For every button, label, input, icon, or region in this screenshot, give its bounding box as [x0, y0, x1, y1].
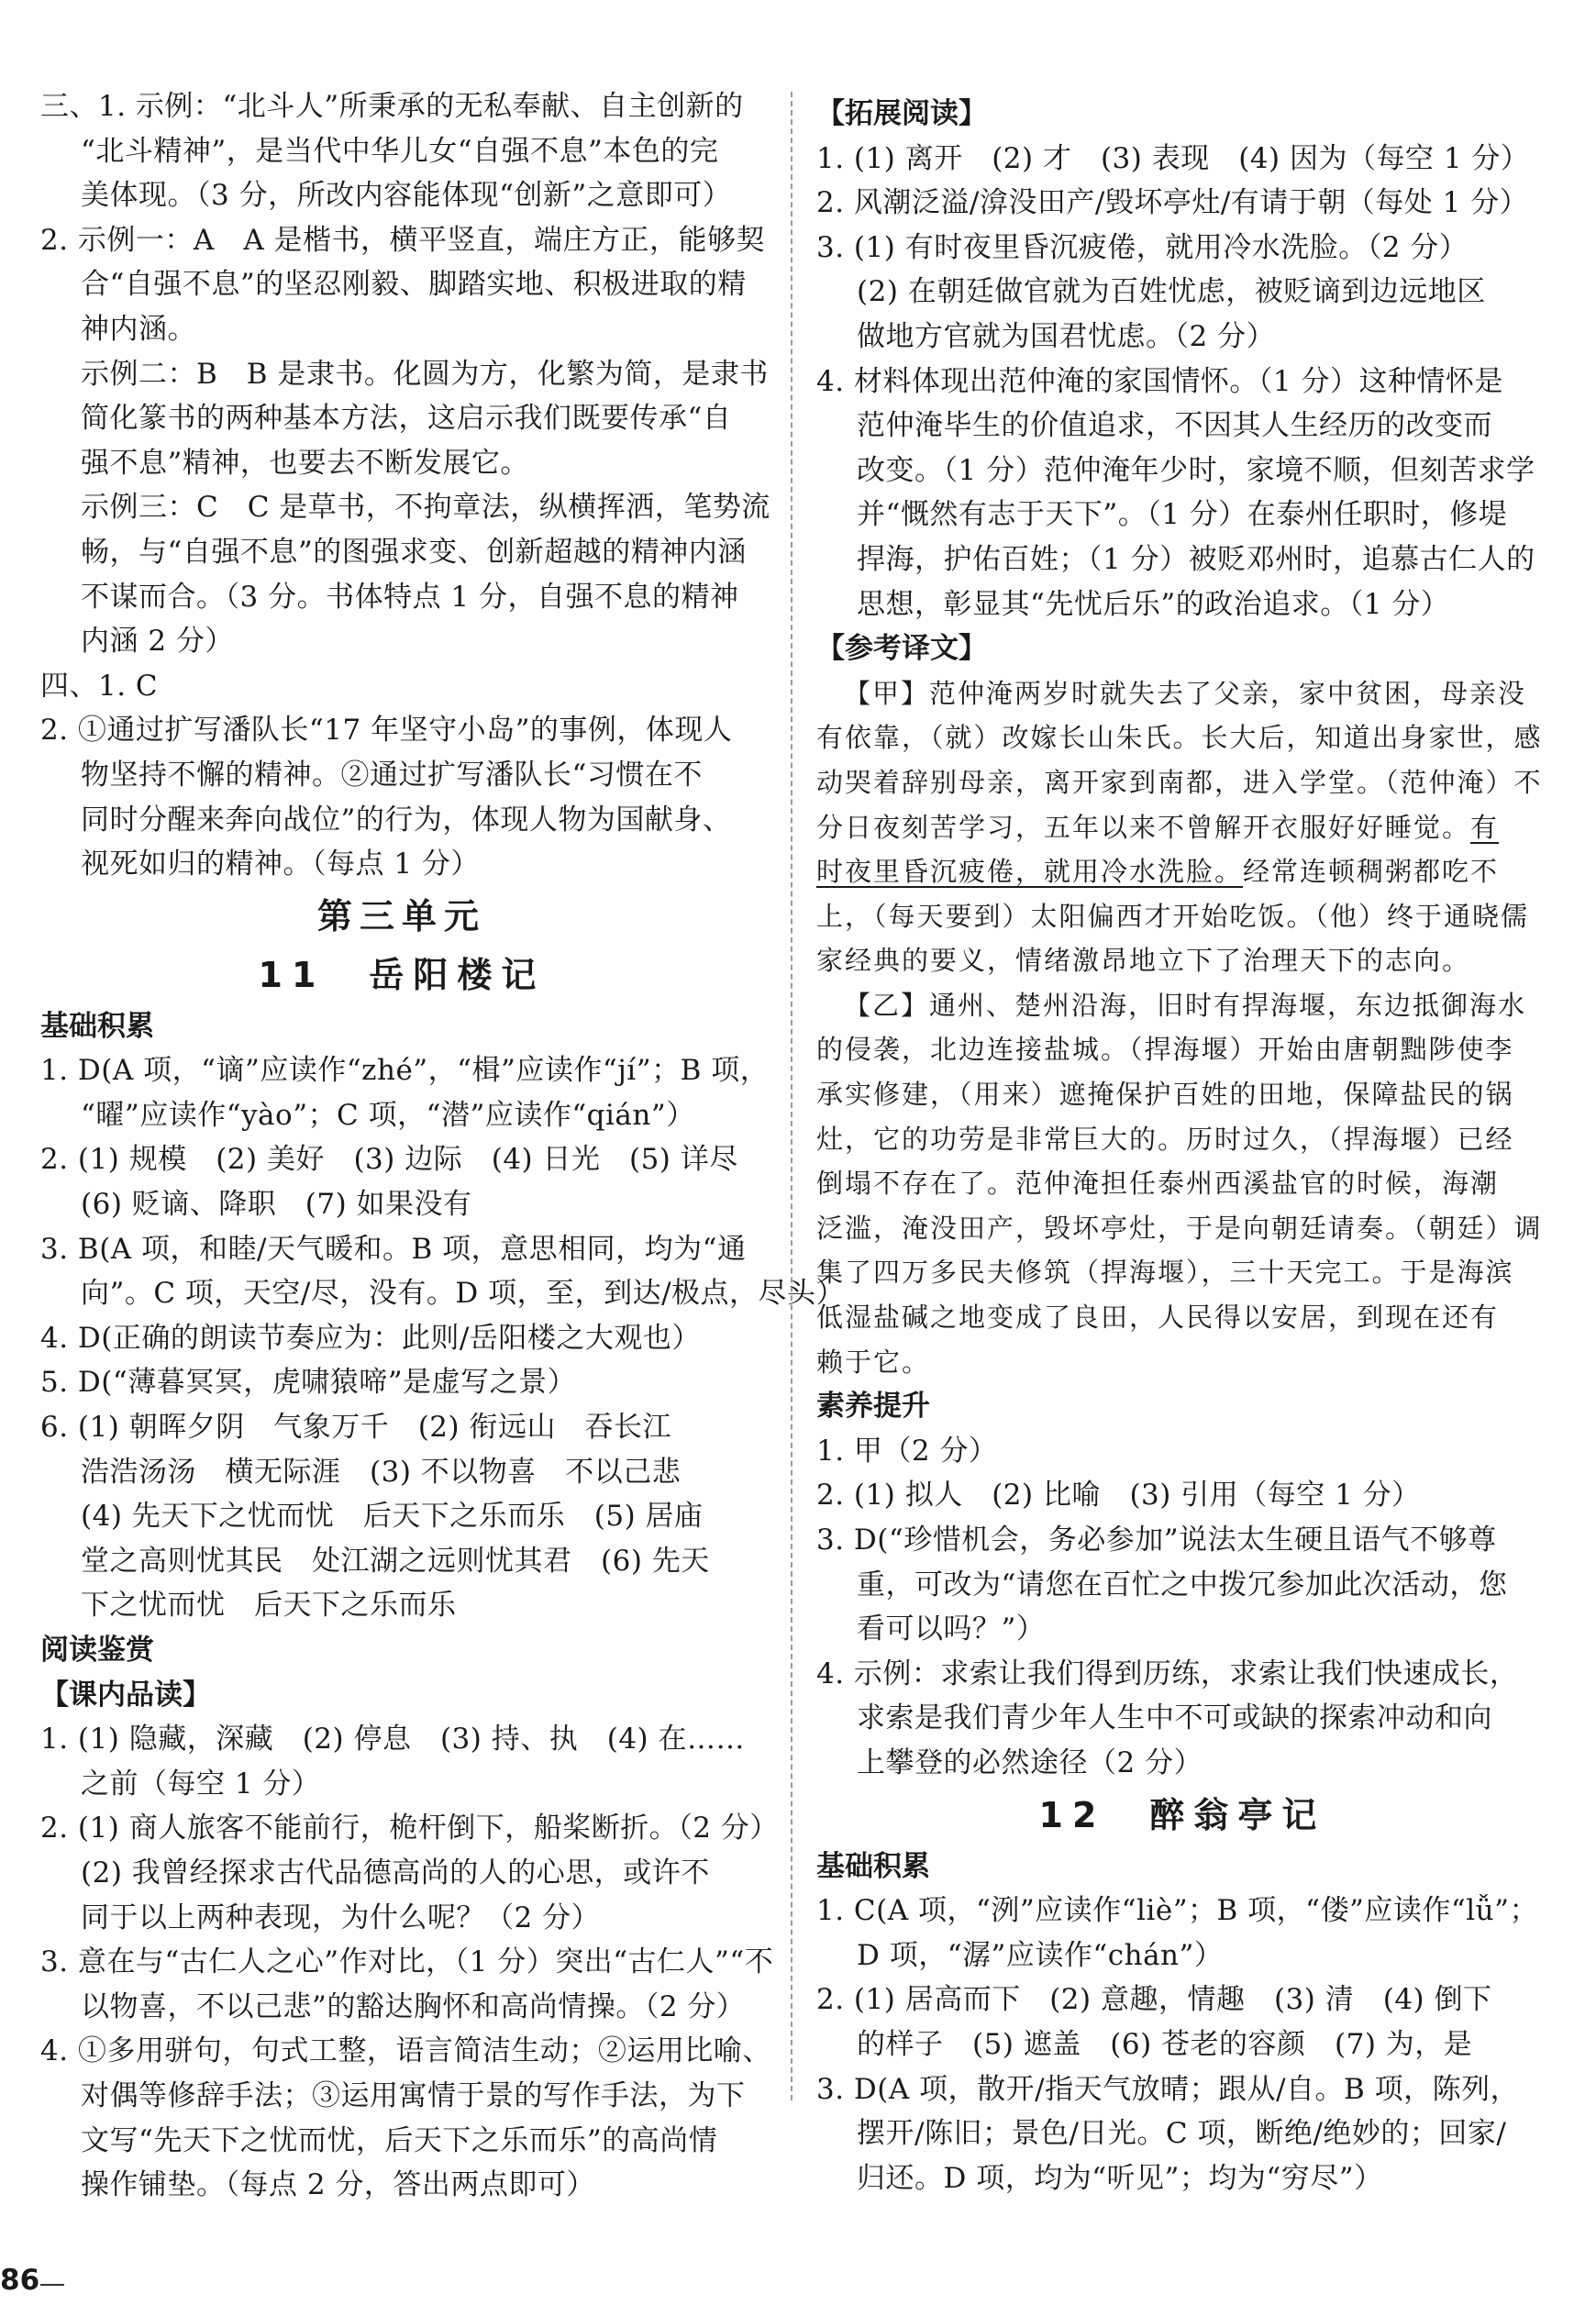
answer-line: 2. (1) 商人旅客不能前行，桅杆倒下，船桨断折。（2 分） [40, 1812, 779, 1845]
translation-line [816, 849, 1548, 894]
answer-line: 1. (1) 离开 (2) 才 (3) 表现 (4) 因为（每空 1 分） [816, 141, 1530, 175]
answer-line: 摆开/陈旧；景色/日光。C 项，断绝/绝妙的；回家/ [857, 2117, 1507, 2151]
answer-line: 神内涵。 [81, 312, 196, 346]
answer-line: 1. (1) 隐藏，深藏 (2) 停息 (3) 持、执 (4) 在…… [40, 1723, 745, 1756]
translation-line: 【甲】范仲淹两岁时就失去了父亲，家中贫困，母亲没 [844, 677, 1527, 709]
answer-line: (6) 贬谪、降职 (7) 如果没有 [81, 1188, 472, 1222]
answer-line: (2) 在朝廷做官就为百姓忧虑，被贬谪到边远地区 [857, 275, 1486, 309]
answer-line: “北斗精神”，是当代中华儿女“自强不息”本色的完 [81, 134, 719, 168]
underlined-text: 有 [1470, 811, 1500, 843]
translation-line: 灶，它的功劳是非常巨大的。历时过久，（捍海堰）已经 [816, 1123, 1514, 1155]
lesson-title: 12 醉翁亭记 [1038, 1794, 1326, 1835]
answer-line: 3. D(A 项，散开/指天气放晴；跟从/自。B 项，陈列， [816, 2072, 1520, 2106]
translation-line: 泛滥，淹没田产，毁坏亭灶，于是向朝廷请奏。（朝廷）调 [816, 1212, 1543, 1244]
answer-line: 简化篆书的两种基本方法，这启示我们既要传承“自 [81, 402, 732, 436]
column-divider [791, 92, 792, 2100]
answer-line: 向”。C 项，天空/尽，没有。D 项，至，到达/极点，尽头） [81, 1277, 846, 1311]
answer-line: 归还。D 项，均为“听见”；均为“穷尽”） [857, 2161, 1383, 2195]
answer-line: (2) 我曾经探求古代品德高尚的人的心思，或许不 [81, 1856, 710, 1889]
answer-line: 捍海，护佑百姓；（1 分）被贬邓州时，追慕古仁人的 [857, 542, 1535, 576]
answer-line: 下之忧而忧 后天下之乐而乐 [81, 1589, 457, 1623]
answer-line: 1. D(A 项，“谪”应读作“zhé”，“楫”应读作“jí”；B 项， [40, 1054, 770, 1088]
answer-line: 3. D(“珍惜机会，务必参加”说法太生硬且语气不够尊 [816, 1524, 1497, 1557]
answer-line: 同时分醒来奔向战位”的行为，体现人物为国献身、 [81, 803, 732, 837]
translation-text: 分日夜刻苦学习，五年以来不曾解开衣服好好睡觉。 [816, 811, 1471, 843]
answer-line: 5. D(“薄暮冥冥，虎啸猿啼”是虚写之景） [40, 1366, 577, 1400]
translation-line: 上，（每天要到）太阳偏西才开始吃饭。（他）终于通晓儒 [816, 900, 1530, 932]
subsection-heading: 【参考译文】 [816, 632, 987, 666]
answer-line: 3. B(A 项，和睦/天气暖和。B 项，意思相同，均为“通 [40, 1232, 747, 1266]
answer-line: 1. 甲（2 分） [816, 1434, 998, 1468]
left-column [40, 84, 846, 2208]
answer-line: 2. (1) 居高而下 (2) 意趣，情趣 (3) 清 (4) 倒下 [816, 1983, 1492, 2017]
translation-line: 集了四万多民夫修筑（捍海堰），三十天完工。于是海滨 [816, 1257, 1514, 1289]
translation-line: 倒塌不存在了。范仲淹担任泰州西溪盐官的时候，海潮 [816, 1168, 1500, 1200]
section-heading: 基础积累 [40, 1009, 154, 1043]
answer-line: 同于以上两种表现，为什么呢？（2 分） [81, 1901, 601, 1934]
translation-line: 的侵袭，北边连接盐城。（捍海堰）开始由唐朝黜陟使李 [816, 1034, 1514, 1066]
answer-line: 改变。（1 分）范仲淹年少时，家境不顺，但刻苦求学 [857, 453, 1535, 487]
section-heading: 阅读鉴赏 [40, 1634, 154, 1667]
answer-line: 思想，彰显其“先忧后乐”的政治追求。（1 分） [857, 587, 1450, 621]
answer-line: 2. ①通过扩写潘队长“17 年坚守小岛”的事例，体现人 [40, 714, 733, 748]
translation-line: 【乙】通州、楚州沿海，旧时有捍海堰，东边抵御海水 [844, 989, 1527, 1021]
answer-line: 并“慨然有志于天下”。（1 分）在泰州任职时，修堤 [857, 498, 1508, 532]
answer-line: 内涵 2 分） [81, 625, 234, 659]
answer-line: 物坚持不懈的精神。②通过扩写潘队长“习惯在不 [81, 758, 703, 792]
answer-line: 2. (1) 拟人 (2) 比喻 (3) 引用（每空 1 分） [816, 1479, 1421, 1513]
answer-line: 重，可改为“请您在百忙之中拨冗参加此次活动，您 [857, 1568, 1508, 1601]
answer-line: 美体现。（3 分，所改内容能体现“创新”之意即可） [81, 179, 732, 213]
answer-line: 之前（每空 1 分） [81, 1767, 321, 1801]
answer-line: 上攀登的必然途径（2 分） [857, 1745, 1203, 1779]
answer-line: 四、1. C [40, 669, 159, 703]
answer-line: 4. D(正确的朗读节奏应为：此则/岳阳楼之大观也） [40, 1321, 701, 1355]
translation-line [816, 805, 1548, 850]
translation-line: 低湿盐碱之地变成了良田，人民得以安居，到现在还有 [816, 1302, 1500, 1334]
unit-title: 第三单元 [316, 895, 486, 936]
page-number: 86 [0, 2264, 40, 2297]
answer-line: 看可以吗？”） [857, 1612, 1046, 1646]
answer-line: 强不息”精神，也要去不断发展它。 [81, 446, 529, 480]
answer-line: 2. (1) 规模 (2) 美好 (3) 边际 (4) 日光 (5) 详尽 [40, 1143, 738, 1177]
underlined-text: 时夜里昏沉疲倦，就用冷水洗脸。 [816, 856, 1244, 888]
translation-line: 有依靠，（就）改嫁长山朱氏。长大后，知道出身家世，感 [816, 722, 1543, 754]
answer-line: 做地方官就为国君忧虑。（2 分） [857, 319, 1276, 353]
translation-line: 承实修建，（用来）遮掩保护百姓的田地，保障盐民的锅 [816, 1079, 1514, 1111]
answer-line: 3. 意在与“古仁人之心”作对比，（1 分）突出“古仁人”“不 [40, 1945, 774, 1979]
answer-line: (4) 先天下之忧而忧 后天下之乐而乐 (5) 居庙 [81, 1500, 704, 1534]
subsection-heading: 【课内品读】 [40, 1678, 211, 1712]
answer-line: 合“自强不息”的坚忍刚毅、脚踏实地、积极进取的精 [81, 268, 747, 302]
answer-line: 文写“先天下之忧而忧，后天下之乐而乐”的高尚情 [81, 2123, 718, 2157]
answer-line: 2. 示例一：A A 是楷书，横平竖直，端庄方正，能够契 [40, 223, 766, 257]
answer-line: 浩浩汤汤 横无际涯 (3) 不以物喜 不以己悲 [81, 1455, 682, 1489]
answer-line: 范仲淹毕生的价值追求，不因其人生经历的改变而 [857, 409, 1492, 443]
answer-line: 4. 示例：求索让我们得到历练，求索让我们快速成长， [816, 1657, 1519, 1690]
answer-line: 示例二：B B 是隶书。化圆为方，化繁为简，是隶书 [81, 357, 769, 391]
answer-line: 的样子 (5) 遮盖 (6) 苍老的容颜 (7) 为，是 [857, 2027, 1473, 2061]
answer-line: 视死如归的精神。（每点 1 分） [81, 848, 480, 881]
answer-line: 3. (1) 有时夜里昏沉疲倦，就用冷水洗脸。（2 分） [816, 230, 1469, 264]
answer-line: 堂之高则忧其民 处江湖之远则忧其君 (6) 先天 [81, 1544, 710, 1578]
section-heading: 素养提升 [816, 1390, 930, 1424]
translation-text: 经常连顿稠粥都吃不 [1243, 856, 1500, 888]
answer-line: 求索是我们青少年人生中不可或缺的探索冲动和向 [857, 1701, 1492, 1735]
answer-line: 三、1. 示例：“北斗人”所秉承的无私奉献、自主创新的 [40, 90, 744, 123]
answer-line: 以物喜，不以己悲”的豁达胸怀和高尚情操。（2 分） [81, 1989, 746, 2023]
answer-line: 操作铺垫。（每点 2 分，答出两点即可） [81, 2168, 595, 2202]
lesson-title: 11 岳阳楼记 [258, 954, 546, 995]
subsection-heading: 【拓展阅读】 [816, 97, 987, 130]
answer-line: 1. C(A 项，“洌”应读作“liè”；B 项，“偻”应读作“lǚ”； [816, 1894, 1538, 1928]
answer-line: 4. 材料体现出范仲淹的家国情怀。（1 分）这种情怀是 [816, 364, 1504, 398]
right-column [816, 92, 1548, 2200]
answer-line: 6. (1) 朝晖夕阴 气象万千 (2) 衔远山 吞长江 [40, 1411, 671, 1445]
translation-line: 赖于它。 [816, 1346, 931, 1378]
answer-line: 不谋而合。（3 分。书体特点 1 分，自强不息的精神 [81, 580, 739, 614]
answer-line: D 项，“潺”应读作“chán”） [857, 1938, 1224, 1972]
answer-line: “曜”应读作“yào”；C 项，“潜”应读作“qián”） [81, 1098, 695, 1132]
answer-line: 4. ①多用骈句，句式工整，语言简洁生动；②运用比喻、 [40, 2034, 771, 2068]
translation-line: 家经典的要义，情绪激昂地立下了治理天下的志向。 [816, 945, 1471, 977]
page-number-dash [40, 2284, 64, 2286]
answer-line: 2. 风潮泛溢/渰没田产/毁坏亭灶/有请于朝（每处 1 分） [816, 186, 1529, 220]
answer-line: 对偶等修辞手法；③运用寓情于景的写作手法，为下 [81, 2078, 746, 2112]
answer-line: 示例三：C C 是草书，不拘章法，纵横挥洒，笔势流 [81, 491, 770, 525]
section-heading: 基础积累 [816, 1849, 930, 1883]
answer-line: 畅，与“自强不息”的图强求变、创新超越的精神内涵 [81, 535, 747, 569]
translation-line: 动哭着辞别母亲，离开家到南都，进入学堂。（范仲淹）不 [816, 766, 1543, 798]
